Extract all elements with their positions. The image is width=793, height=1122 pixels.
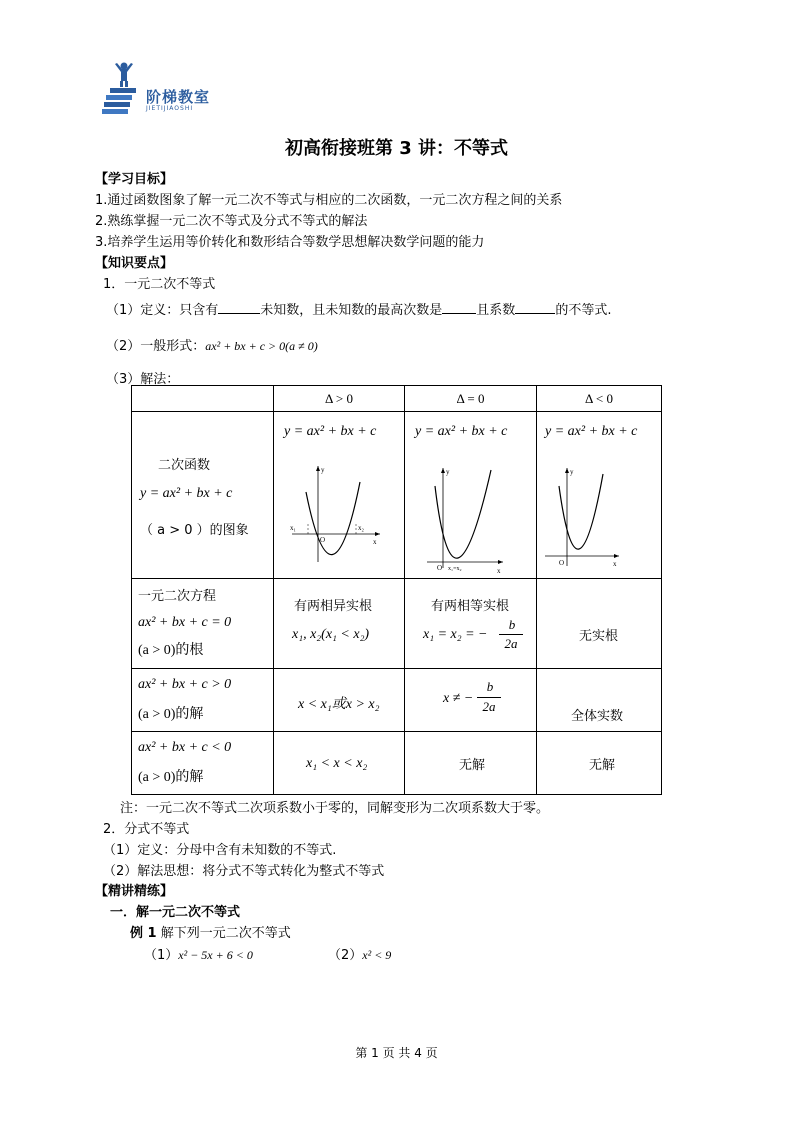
less-cell-one-root [405, 732, 537, 795]
greater-cell-two-roots [274, 669, 405, 732]
question-2 [328, 944, 391, 963]
general-form-expr: ax² + bx + c > 0(a ≠ 0) [205, 339, 318, 353]
greater-cell-no-root [537, 669, 662, 732]
origin-label: O [320, 536, 326, 544]
no-solution-text: 无解 [459, 758, 486, 773]
x-axis-label: x [373, 538, 377, 546]
general-form [106, 335, 318, 354]
fraction-bar [477, 697, 501, 698]
goal-item: 3.培养学生运用等价转化和数形结合等数学思想解决数学问题的能力 [95, 235, 485, 250]
less-cell-no-root [537, 732, 662, 795]
definition-part-c: 且系数 [476, 303, 516, 318]
row-label-graph [132, 412, 274, 579]
root-x2-label: x₂ [358, 524, 364, 532]
section-1-heading: 1．一元二次不等式 [103, 277, 216, 292]
question-1 [144, 944, 253, 963]
fraction-inequality-method: （2）解法思想：将分式不等式转化为整式不等式 [103, 864, 385, 879]
label-quadratic-function: 二次函数 [158, 458, 211, 473]
question-2-label: （2） [328, 948, 363, 963]
logo-subtitle: JIETIJIAOSHI [146, 105, 194, 112]
row-label-less [132, 732, 274, 795]
two-equal-roots-text: 有两相等实根 [431, 599, 510, 614]
function-expr: y = ax² + bx + c [415, 424, 508, 439]
blank-field[interactable] [442, 301, 476, 314]
fraction-numerator: b [508, 617, 516, 632]
question-1-label: （1） [144, 948, 179, 963]
definition-part-a: （1）定义：只含有 [106, 303, 219, 318]
equation-cell-two-roots [274, 579, 405, 669]
y-axis-label: y [570, 468, 574, 476]
less-solution-expr: x₁ < x < x₂ [306, 756, 368, 771]
goal-item: 2.熟练掌握一元二次不等式及分式不等式的解法 [95, 214, 368, 229]
equation-cell-no-root [537, 579, 662, 669]
definition-part-b: 未知数，且未知数的最高次数是 [260, 303, 443, 318]
example-label: 例 1 [130, 926, 157, 941]
goal-item: 1.通过函数图象了解一元二次不等式与相应的二次函数，一元二次方程之间的关系 [95, 193, 563, 208]
parabola-two-roots-graph [288, 462, 398, 572]
function-expr: y = ax² + bx + c [284, 424, 377, 439]
less-cell-two-roots [274, 732, 405, 795]
graph-cell-two-roots [274, 412, 405, 579]
label-less-solution: (a > 0)的解 [138, 770, 204, 785]
row-label-greater [132, 669, 274, 732]
fraction-denominator: 2a [482, 699, 496, 714]
header-delta-positive: Δ > 0 [274, 386, 405, 412]
no-real-roots-text: 无实根 [579, 629, 619, 644]
all-real-numbers-text: 全体实数 [571, 709, 624, 724]
row-label-equation [132, 579, 274, 669]
question-1-expr: x² − 5x + 6 < 0 [178, 948, 253, 962]
y-axis-label: y [321, 466, 325, 474]
function-expr: y = ax² + bx + c [545, 424, 638, 439]
example-1 [130, 922, 291, 941]
origin-label: O [559, 559, 565, 567]
definition-part-d: 的不等式. [555, 303, 612, 318]
two-distinct-roots-text: 有两相异实根 [294, 599, 373, 614]
two-distinct-roots-expr: x₁, x₂(x₁ < x₂) [292, 627, 370, 642]
example-text: 解下列一元二次不等式 [156, 926, 291, 941]
knowledge-heading: 【知识要点】 [95, 256, 174, 271]
no-solution-text: 无解 [589, 758, 616, 773]
label-equation-expr: ax² + bx + c = 0 [138, 615, 232, 630]
logo-stairs-icon [102, 62, 142, 118]
logo [102, 62, 142, 122]
header-delta-negative: Δ < 0 [537, 386, 662, 412]
greater-solution-expr: x ≠ − [443, 691, 474, 706]
blank-field[interactable] [515, 301, 555, 314]
graph-cell-one-root [405, 412, 537, 579]
question-2-expr: x² < 9 [362, 948, 392, 962]
greater-solution-expr: x < x₁或x > x₂ [298, 697, 380, 712]
fraction-numerator: b [486, 679, 494, 694]
page-title: 初高衔接班第 3 讲：不等式 [284, 138, 509, 159]
solution-table [131, 385, 662, 795]
x-axis-label: x [613, 560, 617, 568]
label-graph: （ a > 0 ）的图象 [140, 523, 249, 538]
method-label: （3）解法： [106, 372, 180, 387]
label-greater-expr: ax² + bx + c > 0 [138, 677, 232, 692]
label-function-expr: y = ax² + bx + c [140, 486, 233, 501]
logo-name: 阶梯教室 [146, 88, 211, 106]
root-x1-label: x₁ [290, 524, 296, 532]
greater-cell-one-root [405, 669, 537, 732]
practice-subheading: 一．解一元二次不等式 [110, 905, 241, 920]
parabola-no-root-graph [543, 462, 658, 574]
two-equal-roots-expr: x₁ = x₂ = − [423, 627, 488, 642]
fraction-denominator: 2a [504, 636, 518, 651]
origin-label: O [437, 564, 443, 572]
label-equation-roots: (a > 0)的根 [138, 643, 204, 658]
note-text: 注：一元二次不等式二次项系数小于零的，同解变形为二次项系数大于零。 [120, 801, 550, 816]
practice-heading: 【精讲精练】 [95, 884, 174, 899]
section-2-heading: 2．分式不等式 [103, 822, 190, 837]
label-greater-solution: (a > 0)的解 [138, 707, 204, 722]
blank-field[interactable] [218, 301, 260, 314]
fraction-bar [499, 634, 523, 635]
x-axis-label: x [497, 567, 501, 574]
graph-cell-no-root [537, 412, 662, 579]
double-root-label: x₁=x₂ [448, 566, 462, 572]
label-equation: 一元二次方程 [138, 589, 217, 604]
general-form-label: （2）一般形式： [106, 339, 206, 354]
header-delta-zero: Δ = 0 [405, 386, 537, 412]
label-less-expr: ax² + bx + c < 0 [138, 740, 232, 755]
y-axis-label: y [446, 468, 450, 476]
goals-heading: 【学习目标】 [95, 172, 174, 187]
equation-cell-one-root [405, 579, 537, 669]
page-footer: 第 1 页 共 4 页 [355, 1046, 438, 1060]
parabola-one-root-graph [417, 462, 532, 574]
definition-line [106, 299, 611, 318]
fraction-inequality-definition: （1）定义：分母中含有未知数的不等式. [103, 843, 337, 858]
